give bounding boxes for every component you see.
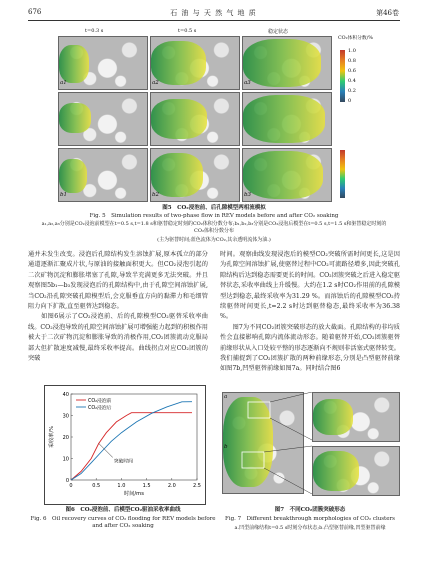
label-b2: b2	[152, 192, 160, 198]
y-tick-label: 0	[65, 477, 69, 484]
header-rule	[28, 20, 400, 21]
col-label-2: t=0.5 s	[178, 28, 197, 34]
fig7-tag-b: b	[224, 444, 228, 450]
colorbar-tick: 1.0	[348, 48, 356, 54]
volume-label: 第46卷	[376, 9, 399, 17]
panel-a2-detail	[150, 92, 240, 146]
col-label-1: t=0.3 s	[85, 28, 104, 34]
fig7-caption-cn: 图7 不同CO₂团簇突破形态	[274, 507, 346, 513]
legend-entry: CO₂浸泡前	[88, 399, 112, 404]
fig5-note: a₁,a₂,a₃分别是CO₂浸泡前模型在t=0.5 s,t=1.8 s和驱替稳定时刻的CO₂体积分数分布;b₁,b₂,b₃分别是CO₂浸泡后模型在t=0.5 s,t=1.5 s和驱替稳定时刻的CO₂体积分数分布	[41, 221, 387, 234]
label-b1: b1	[60, 192, 68, 198]
colorbar-tick: 0.2	[348, 88, 356, 94]
y-tick-label: 40	[62, 391, 69, 398]
fig5-caption-en: Fig. 5 Simulation results of two-phase flow in REV models before and after CO₂ soaking	[89, 213, 339, 219]
series-line-1	[71, 413, 192, 480]
colorbar-tick: 0.4	[348, 78, 356, 84]
fig5-caption-cn: 图5 CO₂浸泡前、后孔隙模型两相流模拟	[162, 205, 266, 211]
x-tick-label: 2.5	[193, 483, 201, 489]
colorbar-tick: 0.6	[348, 68, 356, 74]
page-number: 676	[28, 8, 42, 16]
annotation-arrow	[99, 443, 113, 457]
x-axis-label: 时间/ms	[124, 491, 144, 497]
y-axis-label: 采收率/%	[49, 425, 55, 449]
colorbar-tick: 0.8	[348, 58, 356, 64]
colorbar-tick: 0	[348, 98, 352, 104]
panel-a3-detail	[242, 92, 332, 146]
panel-b3	[242, 148, 332, 202]
y-tick-label: 20	[62, 434, 69, 441]
panel-b2	[150, 148, 240, 202]
label-a1: a1	[60, 80, 67, 86]
x-tick-label: 1.0	[117, 483, 126, 489]
x-tick-label: 0.5	[92, 483, 101, 489]
panel-a1-detail	[58, 92, 148, 146]
label-a2: a2	[152, 80, 159, 86]
legend-entry: CO₂浸泡后	[88, 406, 112, 411]
fig6-caption-en: Fig. 6 Oil recovery curves of CO₂ flooding for REV models before and after CO₂ soaking	[30, 516, 216, 530]
y-tick-label: 10	[62, 456, 69, 463]
fig7-tag-a: a	[224, 394, 228, 400]
panel-b1	[58, 148, 148, 202]
x-tick-label: 2.0	[167, 483, 176, 489]
panel-a1	[58, 36, 148, 90]
journal-title: 石 油 与 天 然 气 地 质	[170, 9, 257, 17]
fig6-caption-cn: 图6 CO₂浸泡前、后模型CO₂驱油采收率曲线	[65, 507, 181, 513]
label-b3: b3	[244, 192, 252, 198]
panel-a3	[242, 36, 332, 90]
fig7-note: a.凹型前缘结构t=0.5 s时刻分布状态;b.凸型驱替前缘,凹型驱替前缘	[234, 525, 386, 531]
recovery-chart-svg	[45, 386, 205, 504]
fig5-note2: (主为驱替时间;蓝色流体为CO₂,其余透明流体为油.)	[157, 237, 271, 243]
colorbar-b	[340, 150, 345, 198]
x-tick-label: 0	[69, 483, 73, 489]
series-line-2	[71, 402, 192, 480]
left-column-text: 通并未发生改变。浸泡后孔隙结构发生溶蚀扩展,原本孤立的部分通道逐渐汇聚成片状,与原油的接触面积更大。但CO₂浸泡引起的二次矿物沉淀和膨胀堵塞了孔隙,导致半充满更多无法突破。并且观察图5b₁—b₃发现浸泡后的孔隙结构中,由于孔隙空间溶蚀扩展,当CO₂沿孔隙突破孔隙模型后,会克服垂直方向的黏滞力和毛细管阻力向下扩散,直至驱替达到稳态。 如图6展示了CO₂浸泡前、后的孔隙模型CO₂驱替采收率曲线。CO₂浸泡导致的孔隙空间溶蚀扩展可增强能力起到的积极作用被大于二次矿物沉淀和膨胀导致的消极作用,CO₂团簇流动克服局部大但扩散速度减慢,最终采收率提高。曲线拐点对应CO₂团簇的突破	[28, 251, 208, 363]
figure-6-chart	[44, 385, 206, 505]
col-label-3: 稳定状态	[268, 29, 289, 35]
label-a3: a3	[244, 80, 251, 86]
fig7-caption-en: Fig. 7 Different breakthrough morphologies of CO₂ clusters	[225, 516, 395, 522]
x-tick-label: 1.5	[142, 483, 151, 489]
right-column-text: 时间。观察曲线发现浸泡后的模型CO₂突破所需时间更长,这是因为孔隙空间溶蚀扩展,使驱替过程中CO₂可流路径增多,因此突破孔隙结构后达到稳态需要更长的时间。CO₂团簇突破之后进入稳定驱替状态,采收率曲线上升缓慢。大约在1.2 s时CO₂作用前的孔隙模型达到稳态,最终采收率为31.29 %。而溶蚀后的孔隙模型CO₂持续驱替时间更长,t=2.2 s时达到驱替稳态,最终采收率为36.38 %。 图7为不同CO₂团簇突破形态的放大截面。孔隙结构的非均质性会直接影响孔隙内流体流动形态。随着驱替开始,CO₂团簇驱替前缘形状从入口处较平整的形态逐渐向不规则非活塞式驱替转变。我们捕捉到了CO₂团簇扩散的两种前缘形态,分别是凸型驱替前缘如图7b,凹型驱替前缘如图7a。同时结合图6	[220, 251, 400, 373]
panel-a2	[150, 36, 240, 90]
colorbar-title: CO₂体积分数/%	[338, 36, 373, 41]
y-tick-label: 30	[62, 413, 69, 420]
colorbar	[340, 50, 345, 102]
annotation-label: 突破时间	[113, 459, 133, 465]
fig7-connectors	[222, 392, 398, 494]
